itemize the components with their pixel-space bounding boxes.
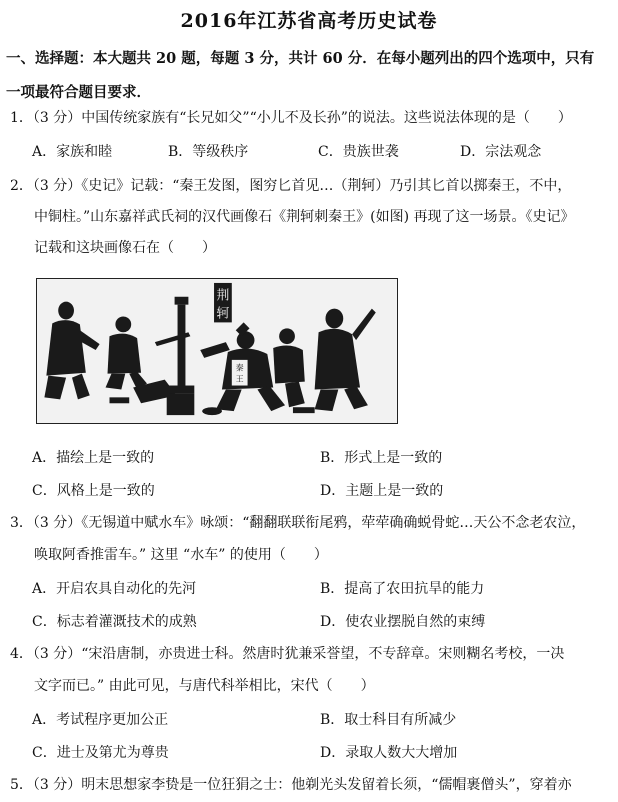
question-2-stem-line-2: 中铜柱。”山东嘉祥武氏祠的汉代画像石《荆轲刺秦王》(如图) 再现了这一场景。《史记》 <box>34 209 575 225</box>
image-inscription-jingke-2: 轲 <box>216 306 230 322</box>
question-4-option-d[interactable]: D．录取人数大大增加 <box>320 745 458 761</box>
image-inscription-qinwang-2: 王 <box>235 374 244 384</box>
question-4-option-a[interactable]: A．考试程序更加公正 <box>32 712 169 728</box>
question-2-stem-line-1: 2．（3 分）《史记》记载：“秦王发图，图穷匕首见…（荆轲）乃引其匕首以掷秦王，不中， <box>10 178 572 194</box>
question-1-option-d[interactable]: D．宗法观念 <box>460 144 542 160</box>
question-2-option-b[interactable]: B．形式上是一致的 <box>320 450 443 466</box>
stone-relief-image <box>36 278 398 424</box>
question-2-stem-line-3: 记载和这块画像石在（ ） <box>34 240 216 256</box>
question-3-stem-line-2: 唤取阿香推雷车。” 这里 “水车” 的使用（ ） <box>34 547 328 563</box>
question-4-stem-line-2: 文字而已。” 由此可见，与唐代科举相比，宋代（ ） <box>34 678 375 694</box>
question-1-stem: 1．（3 分）中国传统家族有“长兄如父”“小儿不及长孙”的说法。这些说法体现的是（ ） <box>10 110 572 126</box>
question-3-stem-line-1: 3．（3 分）《无锡道中赋水车》咏颂：“翻翻联联衔尾鸦，荦荦确确蜕骨蛇…天公不念老农泣， <box>10 515 586 531</box>
question-5-stem-line-1: 5．（3 分）明末思想家李贽是一位狂狷之士：他剃光头发留着长须，“儒帽裹僧头”，穿着亦 <box>10 777 572 793</box>
section-header-line-2: 一项最符合题目要求． <box>6 84 151 101</box>
section-header-line-1: 一、选择题：本大题共 20 题，每题 3 分，共计 60 分．在每小题列出的四个选项中，只有 <box>6 50 595 67</box>
image-inscription-jingke-1: 荆 <box>216 288 230 304</box>
question-3-option-c[interactable]: C．标志着灌溉技术的成熟 <box>32 614 197 630</box>
question-1-option-c[interactable]: C．贵族世袭 <box>318 144 399 160</box>
question-2-option-c[interactable]: C．风格上是一致的 <box>32 483 155 499</box>
question-3-option-d[interactable]: D．使农业摆脱自然的束缚 <box>320 614 486 630</box>
question-3-option-b[interactable]: B．提高了农田抗旱的能力 <box>320 581 485 597</box>
question-3-option-a[interactable]: A．开启农具自动化的先河 <box>32 581 197 597</box>
question-2-option-a[interactable]: A．描绘上是一致的 <box>32 450 155 466</box>
section-header <box>6 42 606 110</box>
question-4-stem-line-1: 4．（3 分）“宋沿唐制，亦贵进士科。然唐时犹兼采誉望，不专辞章。宋则糊名考校，一决 <box>10 646 565 662</box>
question-1-option-a[interactable]: A．家族和睦 <box>32 144 113 160</box>
page-title: 2016年江苏省高考历史试卷 <box>180 10 438 32</box>
question-2-option-d[interactable]: D．主题上是一致的 <box>320 483 444 499</box>
question-4-option-b[interactable]: B．取士科目有所减少 <box>320 712 457 728</box>
image-inscription-qinwang-1: 秦 <box>235 363 244 373</box>
question-1-option-b[interactable]: B．等级秩序 <box>168 144 249 160</box>
question-4-option-c[interactable]: C．进士及第尤为尊贵 <box>32 745 169 761</box>
